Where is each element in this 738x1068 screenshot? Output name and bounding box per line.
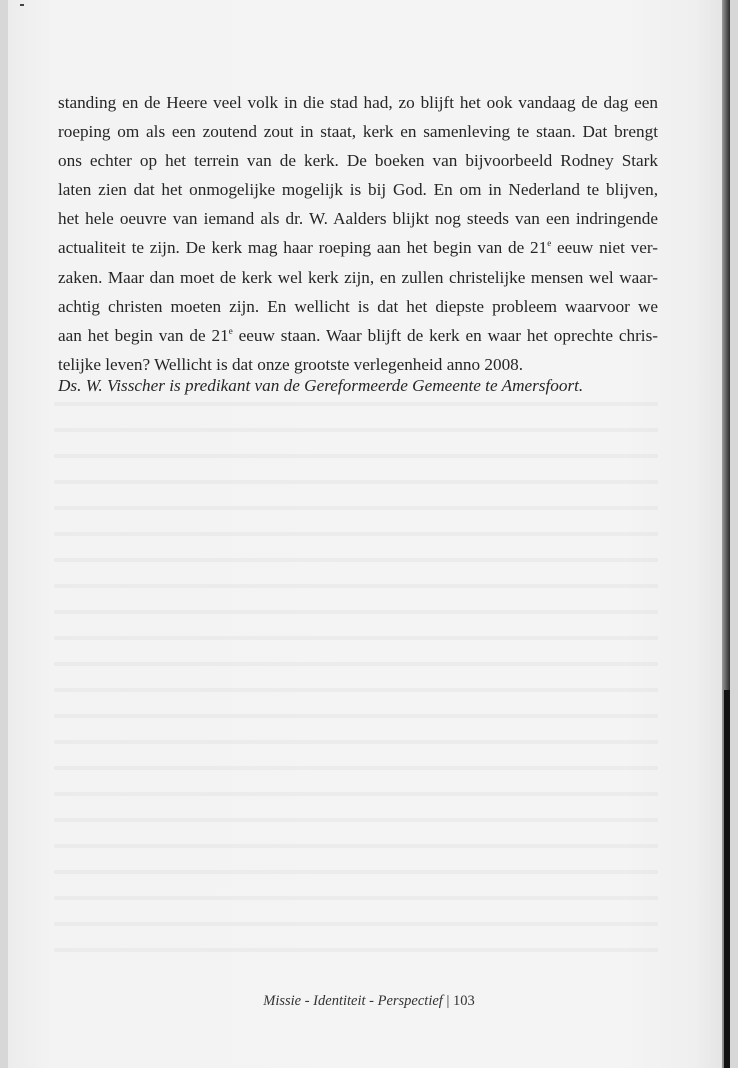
century-superscript: e bbox=[547, 238, 552, 249]
page-number: 103 bbox=[453, 993, 475, 1009]
text-line-end: eeuw niet ver- bbox=[551, 238, 658, 258]
document-page bbox=[8, 0, 730, 1068]
text-line: achtig christen moeten zijn. En wellicht is dat het diepste probleem waarvoor we bbox=[58, 296, 658, 316]
text-line: laten zien dat het onmogelijke mogelijk is bij God. En om in Nederland te blijven, bbox=[58, 180, 658, 200]
author-note: Ds. W. Visscher is predikant van de Gereformeerde Gemeente te Amersfoort. bbox=[58, 376, 584, 395]
footer-separator: | bbox=[442, 993, 453, 1009]
text-line: telijke leven? Wellicht is dat onze grootste verlegenheid anno 2008. bbox=[58, 354, 524, 374]
text-line: zaken. Maar dan moet de kerk wel kerk zijn, en zullen christelijke mensen wel waar- bbox=[58, 267, 658, 287]
text-line-start: actualiteit te zijn. De kerk mag haar roeping aan het begin van de bbox=[58, 238, 531, 258]
page-footer bbox=[8, 993, 730, 1010]
running-title: Missie - Identiteit - Perspectief bbox=[263, 993, 443, 1009]
corner-mark bbox=[20, 4, 24, 6]
body-paragraph bbox=[58, 88, 658, 379]
century-number: 21 bbox=[211, 325, 229, 345]
show-through-text bbox=[54, 392, 658, 952]
text-line: het hele oeuvre van iemand als dr. W. Aalders blijkt nog steeds van een indringende bbox=[58, 209, 658, 229]
century-number: 21 bbox=[530, 238, 548, 258]
text-line bbox=[58, 233, 658, 262]
text-line-start: aan het begin van de bbox=[58, 325, 212, 345]
century-superscript: e bbox=[228, 325, 233, 336]
text-line bbox=[58, 321, 658, 350]
text-line: ons echter op het terrein van de kerk. De boeken van bijvoorbeeld Rodney Stark bbox=[58, 151, 658, 171]
text-line: standing en de Heere veel volk in die stad had, zo blijft het ook vandaag de dag een bbox=[58, 93, 658, 112]
text-line-end: eeuw staan. Waar blijft de kerk en waar het oprechte chris- bbox=[232, 325, 658, 345]
text-line: roeping om als een zoutend zout in staat, kerk en samenleving te staan. Dat brengt bbox=[58, 122, 658, 142]
binding-shadow bbox=[724, 690, 730, 1068]
